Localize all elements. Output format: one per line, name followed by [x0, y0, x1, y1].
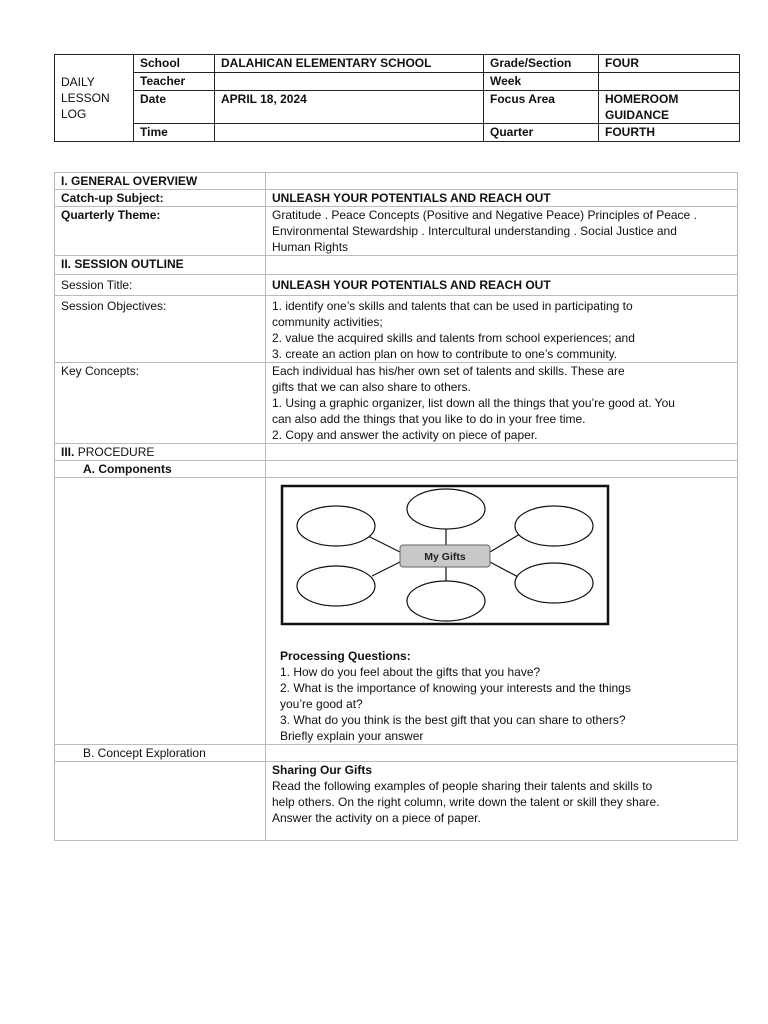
components-content: My Gifts Processing Questions: 1. How do you feel about the gifts that you have? 2. What is the importance of knowing your interests and the things you’re good at? 3. What do you think is the best gift that you can share to others? Briefly explain your answer	[266, 478, 738, 745]
quarter-label: Quarter	[484, 124, 599, 142]
daily-lesson-log-label: DAILY LESSON LOG	[55, 55, 134, 142]
gift-bubble	[407, 489, 485, 529]
time-value	[215, 124, 484, 142]
quarterly-theme-value: Gratitude . Peace Concepts (Positive and Negative Peace) Principles of Peace . Environmental Stewardship . Intercultural understanding . Social Justice and Human Rights	[266, 207, 738, 256]
procedure-heading: III. PROCEDURE	[55, 444, 266, 461]
concept-exploration-label: B. Concept Exploration	[55, 745, 266, 762]
school-label: School	[134, 55, 215, 73]
week-value	[599, 73, 740, 91]
header-table	[54, 54, 740, 142]
date-value: APRIL 18, 2024	[215, 91, 484, 124]
teacher-value	[215, 73, 484, 91]
session-objectives-value: 1. identify one’s skills and talents that can be used in participating to community activities; 2. value the acquired skills and talents from school experiences; and 3. create an action plan on how to contribute to one’s community.	[266, 296, 738, 363]
gift-bubble	[297, 566, 375, 606]
sharing-our-gifts-title: Sharing Our Gifts	[272, 763, 373, 777]
key-concepts-value: Each individual has his/her own set of talents and skills. These are gifts that we can also share to others. 1. Using a graphic organizer, list down all the things that you’re good at. You can also add the things that you like to do in your free time. 2. Copy and answer the activity on piece of paper.	[266, 363, 738, 444]
quarterly-theme-label: Quarterly Theme:	[55, 207, 266, 256]
general-overview-heading: I. GENERAL OVERVIEW	[55, 173, 266, 190]
gift-bubble	[407, 581, 485, 621]
focus-area-label: Focus Area	[484, 91, 599, 124]
focus-area-value: HOMEROOM GUIDANCE	[599, 91, 740, 124]
date-label: Date	[134, 91, 215, 124]
processing-questions-title: Processing Questions:	[280, 649, 411, 663]
catchup-subject-value: UNLEASH YOUR POTENTIALS AND REACH OUT	[266, 190, 738, 207]
gift-bubble	[515, 506, 593, 546]
session-outline-heading: II. SESSION OUTLINE	[55, 256, 266, 275]
quarter-value: FOURTH	[599, 124, 740, 142]
week-label: Week	[484, 73, 599, 91]
my-gifts-graphic-organizer	[280, 484, 610, 628]
grade-label: Grade/Section	[484, 55, 599, 73]
lesson-table	[54, 172, 738, 841]
concept-exploration-content: Sharing Our Gifts Read the following examples of people sharing their talents and skills to help others. On the right column, write down the talent or skill they share. Answer the activity on a piece of paper.	[266, 762, 738, 841]
components-label: A. Components	[55, 461, 266, 478]
gift-bubble	[515, 563, 593, 603]
key-concepts-label: Key Concepts:	[55, 363, 266, 444]
session-title-label: Session Title:	[55, 275, 266, 296]
grade-value: FOUR	[599, 55, 740, 73]
time-label: Time	[134, 124, 215, 142]
gift-bubble	[297, 506, 375, 546]
session-title-value: UNLEASH YOUR POTENTIALS AND REACH OUT	[266, 275, 738, 296]
catchup-subject-label: Catch-up Subject:	[55, 190, 266, 207]
my-gifts-center-label: My Gifts	[424, 551, 466, 563]
teacher-label: Teacher	[134, 73, 215, 91]
session-objectives-label: Session Objectives:	[55, 296, 266, 363]
school-value: DALAHICAN ELEMENTARY SCHOOL	[215, 55, 484, 73]
